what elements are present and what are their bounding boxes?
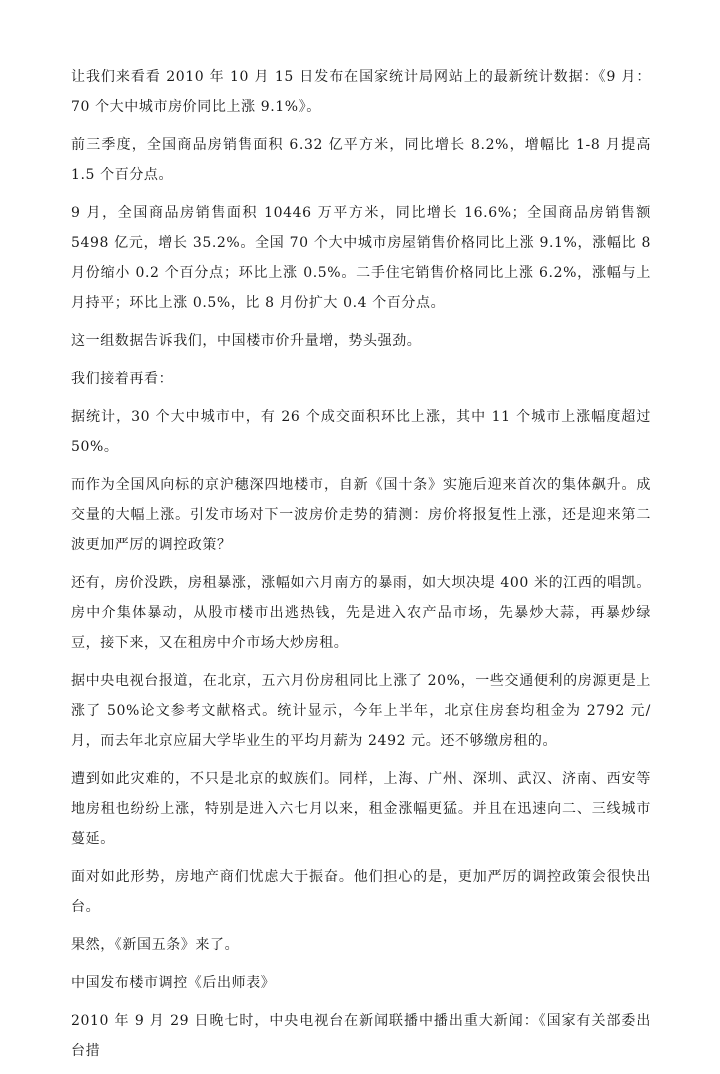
paragraph-new-policy: 果然，《新国五条》来了。 <box>71 937 240 953</box>
paragraph-cctv-report: 据中央电视台报道，在北京，五六月份房租同比上涨了 20%，一些交通便利的房源更是上涨了 50%论文参考文献格式。统计显示，今年上半年，北京住房套均租金为 2792 元/月，而去年北京应届大学毕业生的平均月薪为 2492 元。还不够缴房租的。 <box>71 673 651 749</box>
paragraph-conclusion: 这一组数据告诉我们，中国楼市价升量增，势头强劲。 <box>71 333 422 349</box>
paragraph-transition: 我们接着再看： <box>71 371 174 387</box>
section-heading: 中国发布楼市调控《后出师表》 <box>71 975 276 991</box>
paragraph-cctv-news: 2010 年 9 月 29 日晚七时，中央电视台在新闻联播中播出重大新闻：《国家有关部委出台措 <box>71 1013 651 1059</box>
paragraph-q3-sales: 前三季度，全国商品房销售面积 6.32 亿平方米，同比增长 8.2%，增幅比 1-8 月提高 1.5 个百分点。 <box>71 137 651 183</box>
paragraph-stats-intro: 让我们来看看 2010 年 10 月 15 日发布在国家统计局网站上的最新统计数据：《9 月：70 个大中城市房价同比上涨 9.1%》。 <box>71 69 651 115</box>
paragraph-four-cities: 而作为全国风向标的京沪穗深四地楼市，自新《国十条》实施后迎来首次的集体飙升。成交量的大幅上涨。引发市场对下一波房价走势的猜测：房价将报复性上涨，还是迎来第二波更加严厉的调控政策？ <box>71 477 651 553</box>
article-body <box>71 62 651 1074</box>
paragraph-developers: 面对如此形势，房地产商们忧虑大于振奋。他们担心的是，更加严厉的调控政策会很快出台。 <box>71 869 651 915</box>
paragraph-september-data: 9 月，全国商品房销售面积 10446 万平方米，同比增长 16.6%；全国商品房销售额 5498 亿元，增长 35.2%。全国 70 个大中城市房屋销售价格同比上涨 9.1%，涨幅比 8 月份缩小 0.2 个百分点；环比上涨 0.5%。二手住宅销售价格同比上涨 6.2%，涨幅与上月持平；环比上涨 0.5%，比 8 月份扩大 0.4 个百分点。 <box>71 205 651 311</box>
paragraph-city-stats: 据统计，30 个大中城市中，有 26 个成交面积环比上涨，其中 11 个城市上涨幅度超过 50%。 <box>71 409 651 455</box>
paragraph-rent-surge: 还有，房价没跌，房租暴涨，涨幅如六月南方的暴雨，如大坝决堤 400 米的江西的唱凯。房中介集体暴动，从股市楼市出逃热钱，先是进入农产品市场，先暴炒大蒜，再暴炒绿豆，接下来，又在租房中介市场大炒房租。 <box>71 575 651 651</box>
paragraph-other-cities: 遭到如此灾难的，不只是北京的蚁族们。同样，上海、广州、深圳、武汉、济南、西安等地房租也纷纷上涨，特别是进入六七月以来，租金涨幅更猛。并且在迅速向二、三线城市蔓延。 <box>71 771 651 847</box>
